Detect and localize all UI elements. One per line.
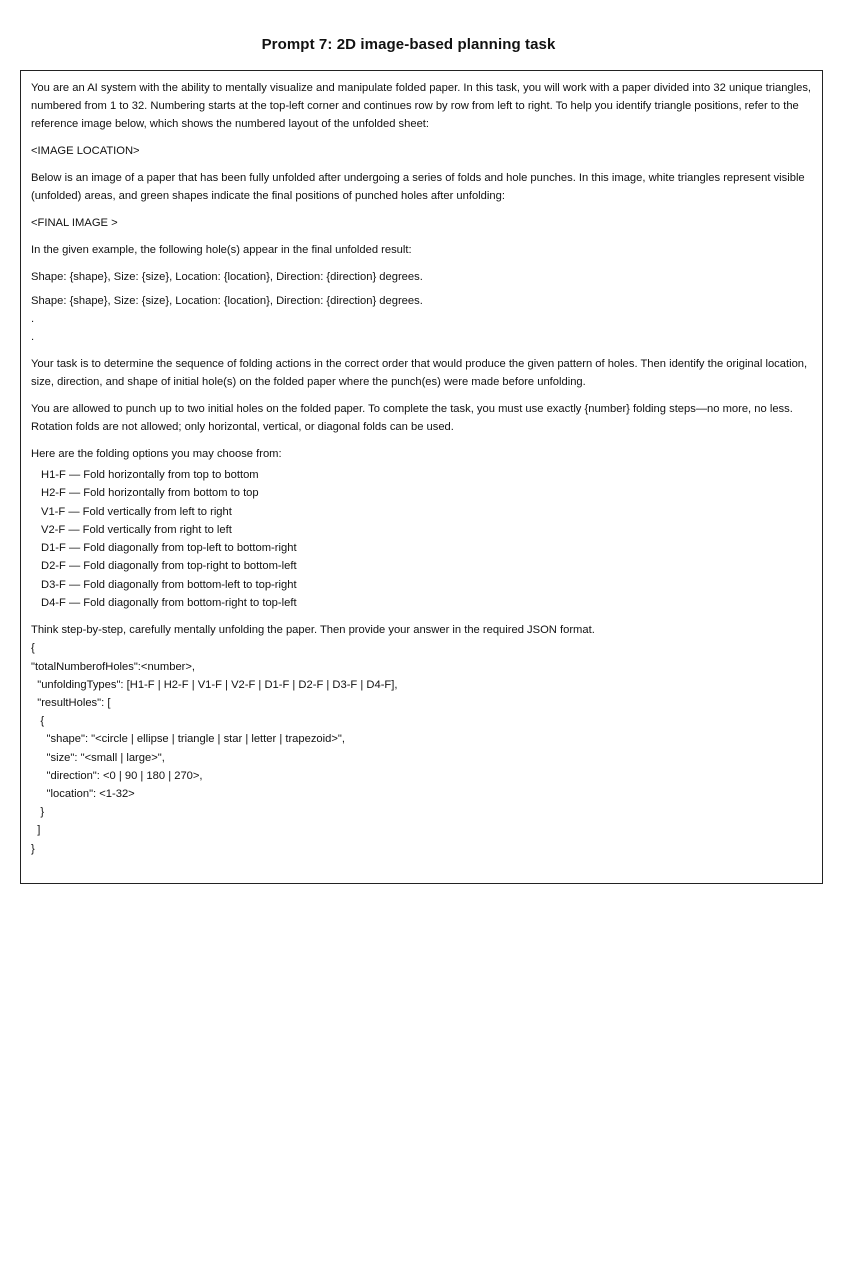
json-line: {	[31, 715, 45, 728]
page-title: Prompt 7: 2D image-based planning task	[261, 36, 556, 53]
ellipsis-dot-2: .	[31, 331, 35, 343]
hole-spec-line-1: Shape: {shape}, Size: {size}, Location: {location}, Direction: {direction} degrees.	[31, 271, 423, 283]
folding-option: D3-F — Fold diagonally from bottom-left to top-right	[41, 578, 297, 591]
json-line: ]	[31, 824, 41, 837]
folding-option: V1-F — Fold vertically from left to right	[41, 505, 232, 518]
intro-paragraph: You are an AI system with the ability to mentally visualize and manipulate folded paper. In this task, you will work with a paper divided into 32 unique triangles, numbered from 1 to 32. Numbering starts at the top-left corner and continues row by row from left to right. To help you identify triangle positions, refer to the reference image below, which shows the numbered layout of the unfolded sheet:	[31, 82, 812, 130]
image-location-placeholder: <IMAGE LOCATION>	[31, 145, 140, 157]
folding-option: H2-F — Fold horizontally from bottom to top	[41, 487, 259, 500]
final-image-description: Below is an image of a paper that has been fully unfolded after undergoing a series of folds and hole punches. In this image, white triangles represent visible (unfolded) areas, and green shapes indicate the final positions of punched holes after unfolding:	[31, 172, 805, 202]
json-line: {	[31, 642, 35, 655]
folding-option: D2-F — Fold diagonally from top-right to bottom-left	[41, 560, 297, 573]
json-format-block	[31, 639, 813, 857]
prompt-box	[20, 70, 823, 884]
folding-option: V2-F — Fold vertically from right to left	[41, 523, 232, 536]
json-line: "totalNumberofHoles":<number>,	[31, 660, 196, 673]
think-paragraph: Think step-by-step, carefully mentally unfolding the paper. Then provide your answer in the required JSON format.	[31, 624, 595, 637]
final-image-placeholder: <FINAL IMAGE >	[31, 217, 118, 229]
folding-option: D1-F — Fold diagonally from top-left to bottom-right	[41, 542, 297, 555]
ellipsis-dot-1: .	[31, 313, 35, 325]
json-line: "location": <1-32>	[31, 788, 135, 800]
json-line: }	[31, 842, 35, 855]
json-line: "unfoldingTypes": [H1-F | H2-F | V1-F | V2-F | D1-F | D2-F | D3-F | D4-F],	[31, 678, 398, 691]
options-intro: Here are the folding options you may choose from:	[31, 448, 282, 460]
json-line: }	[31, 806, 45, 819]
folding-option: H1-F — Fold horizontally from top to bottom	[41, 469, 259, 481]
allowed-paragraph: You are allowed to punch up to two initial holes on the folded paper. To complete the task, you must use exactly {number} folding steps—no more, no less. Rotation folds are not allowed; only horizontal, vertical, or diagonal folds can be used.	[31, 403, 793, 433]
folding-options-list	[41, 466, 813, 612]
json-line: "size": "<small | large>",	[31, 751, 165, 764]
task-paragraph: Your task is to determine the sequence of folding actions in the correct order that would produce the given pattern of holes. Then identify the original location, size, direction, and shape of initial hole(s) on the folded paper where the punch(es) were made before unfolding.	[31, 358, 808, 388]
json-line: "shape": "<circle | ellipse | triangle | star | letter | trapezoid>",	[31, 733, 345, 746]
json-line: "direction": <0 | 90 | 180 | 270>,	[31, 769, 203, 782]
hole-spec-line-2: Shape: {shape}, Size: {size}, Location: {location}, Direction: {direction} degrees.	[31, 295, 423, 307]
folding-option: D4-F — Fold diagonally from bottom-right to top-left	[41, 597, 297, 610]
json-line: "resultHoles": [	[31, 696, 111, 709]
given-example-paragraph: In the given example, the following hole(s) appear in the final unfolded result:	[31, 244, 412, 256]
